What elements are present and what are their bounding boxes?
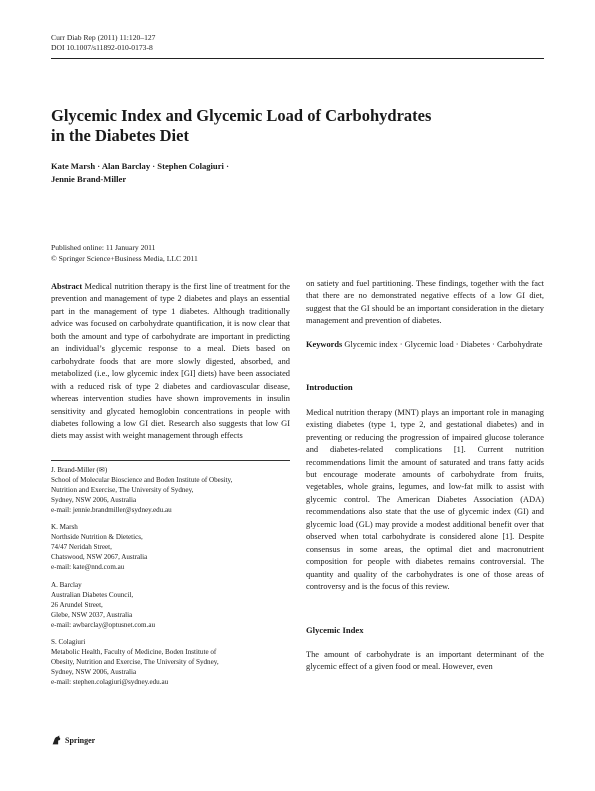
affiliation-email: e-mail: jennie.brandmiller@sydney.edu.au bbox=[51, 506, 172, 514]
affiliation-line: Australian Diabetes Council, bbox=[51, 591, 134, 599]
affiliation-name: J. Brand-Miller (✉) bbox=[51, 466, 108, 474]
affiliation-email: e-mail: awbarclay@optusnet.com.au bbox=[51, 621, 156, 629]
abstract-column bbox=[51, 281, 290, 443]
affiliation-line: Sydney, NSW 2006, Australia bbox=[51, 668, 137, 676]
affiliation-line: Glebe, NSW 2037, Australia bbox=[51, 611, 133, 619]
keywords-paragraph bbox=[306, 339, 544, 351]
affiliation-line: 26 Arundel Street, bbox=[51, 601, 103, 609]
abstract-text: Medical nutrition therapy is the first line of treatment for the prevention and management of type 2 diabetes and plays an essential part in the management of type 1 diabetes. Although traditionally advice was focused on carbohydrate quantification, it is now clear that both the amount and type of carbohydrate are important in predicting an individual’s glycemic response to a meal. Diets based on carbohydrate foods that are more slowly digested, absorbed, and metabolized (i.e., low glycemic index [GI] diets) have been associated with a reduced risk of type 2 diabetes and cardiovascular disease, whereas intervention studies have shown improvements in insulin sensitivity and glycated hemoglobin concentrations in people with diabetes following a low GI diet. Research also suggests that low GI diets may assist with weight management through effects bbox=[51, 282, 290, 441]
affiliation-line: Chatswood, NSW 2067, Australia bbox=[51, 553, 148, 561]
affiliation-marsh bbox=[51, 522, 290, 572]
copyright-notice: © Springer Science+Business Media, LLC 2011 bbox=[51, 254, 198, 263]
affiliation-email: e-mail: kate@nnd.com.au bbox=[51, 563, 125, 571]
introduction-text: Medical nutrition therapy (MNT) plays an important role in managing existing diabetes (type 1, type 2, and gestational diabetes) and in preventing or reducing the progression of impaired glucose tolerance and diabetes-related complications [1]. Current nutrition recommendations limit the amount of saturated and trans fatty acids but encourage moderate amounts of carbohydrate from fruits, vegetables, whole grains, legumes, and low-fat milk to assist with glycemic control. The American Diabetes Association (ADA) recommendations also state that the use of glycemic index (GI) and glycemic load (GL) may provide a modest additional benefit over that observed when total carbohydrate is considered alone [1]. Despite consensus in some areas, the optimal diet and macronutrient composition for people with diabetes remains controversial. The quantity and quality of the carbohydrates is one of those areas of controversy and is the focus of this review. bbox=[306, 407, 544, 592]
publication-info bbox=[51, 242, 198, 264]
author-list bbox=[51, 160, 351, 186]
affiliation-line: Sydney, NSW 2006, Australia bbox=[51, 496, 137, 504]
affiliation-line: Obesity, Nutrition and Exercise, The University of Sydney, bbox=[51, 658, 219, 666]
authors-line-2: Jennie Brand-Miller bbox=[51, 174, 127, 184]
affiliation-colagiuri bbox=[51, 637, 290, 687]
introduction-heading: Introduction bbox=[306, 382, 353, 393]
keywords-text: Glycemic index · Glycemic load · Diabetes · Carbohydrate bbox=[344, 339, 543, 349]
affiliation-rule bbox=[51, 460, 290, 461]
springer-wordmark: Springer bbox=[65, 736, 96, 745]
abstract-continuation: on satiety and fuel partitioning. These findings, together with the fact that there are no demonstrated negative effects of a low GI diet, suggest that the GI should be an important consideration in the dietary management and prevention of diabetes. bbox=[306, 279, 544, 326]
journal-doi: DOI 10.1007/s11892-010-0173-8 bbox=[51, 43, 153, 52]
affiliation-line: Nutrition and Exercise, The University of Sydney, bbox=[51, 486, 194, 494]
abstract-label: Abstract bbox=[51, 282, 83, 291]
title-line-2: in the Diabetes Diet bbox=[51, 126, 189, 145]
affiliation-name: K. Marsh bbox=[51, 523, 78, 531]
affiliation-email: e-mail: stephen.colagiuri@sydney.edu.au bbox=[51, 678, 169, 686]
right-column bbox=[306, 278, 544, 674]
affiliation-brand-miller bbox=[51, 465, 290, 515]
springer-horse-icon bbox=[51, 735, 62, 746]
journal-header bbox=[51, 33, 155, 53]
authors-line-1: Kate Marsh · Alan Barclay · Stephen Colagiuri · bbox=[51, 161, 229, 171]
affiliation-line: Northside Nutrition & Dietetics, bbox=[51, 533, 143, 541]
journal-citation: Curr Diab Rep (2011) 11:120–127 bbox=[51, 33, 156, 42]
springer-footer bbox=[51, 735, 95, 746]
affiliation-line: School of Molecular Bioscience and Boden Institute of Obesity, bbox=[51, 476, 233, 484]
affiliation-line: Metabolic Health, Faculty of Medicine, Boden Institute of bbox=[51, 648, 217, 656]
affiliation-name: S. Colagiuri bbox=[51, 638, 86, 646]
abstract-paragraph bbox=[51, 281, 290, 443]
keywords-label: Keywords bbox=[306, 339, 343, 349]
title-line-1: Glycemic Index and Glycemic Load of Carbohydrates bbox=[51, 106, 432, 125]
affiliation-barclay bbox=[51, 580, 290, 630]
glycemic-index-text: The amount of carbohydrate is an important determinant of the glycemic effect of a given food or meal. However, even bbox=[306, 649, 544, 672]
glycemic-index-heading: Glycemic Index bbox=[306, 624, 364, 635]
published-date: Published online: 11 January 2011 bbox=[51, 243, 156, 252]
affiliation-line: 74/47 Neridah Street, bbox=[51, 543, 112, 551]
affiliation-name: A. Barclay bbox=[51, 581, 82, 589]
article-title bbox=[51, 106, 531, 146]
header-rule bbox=[51, 58, 544, 59]
